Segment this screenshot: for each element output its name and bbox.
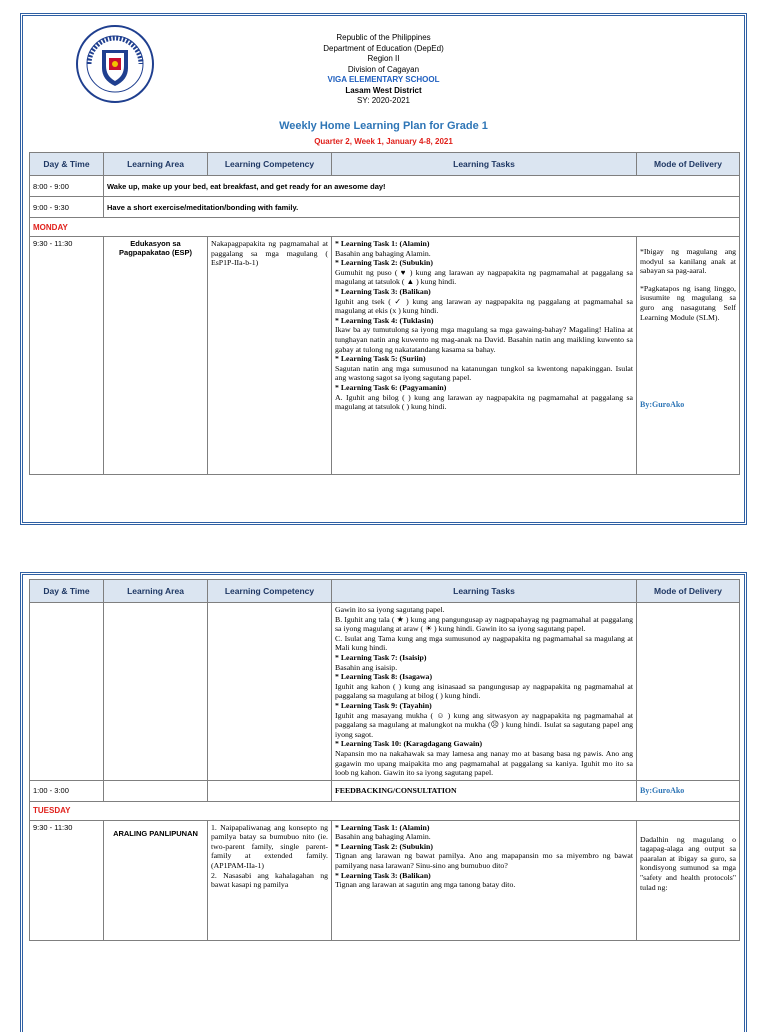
- page-1: [20, 13, 747, 525]
- region-line: Region II: [367, 54, 400, 63]
- division-line: Division of Cagayan: [347, 64, 420, 74]
- task-item: [335, 701, 633, 739]
- table-row: [30, 603, 740, 781]
- task-item: [335, 871, 633, 890]
- col-header-day-time: Day & Time: [30, 153, 104, 176]
- col-header-learning-area: Learning Area: [104, 153, 208, 176]
- task-text: Gumuhit ng puso ( ♥ ) kung ang larawan ay nagpapakita ng pagmamahal at paggalang sa magulang at tatsulok ( ▲ ) kung hindi.: [335, 267, 633, 287]
- mode-of-delivery-cell: Dadalhin ng magulang o tagapag-alaga ang output sa paaralan at ibigay sa guro, sa kondisyong sumunod sa mga "safety and health protocols" tulad ng:: [637, 820, 740, 940]
- col-header-learning-area: Learning Area: [104, 580, 208, 603]
- day-label: MONDAY: [30, 218, 740, 237]
- competency-cell: [208, 603, 332, 781]
- task-text: Basahin ang bahaging Alamin.: [335, 832, 431, 842]
- task-text: Basahin ang bahaging Alamin.: [335, 248, 431, 258]
- time-cell: 8:00 - 9:00: [30, 176, 104, 197]
- learning-tasks-cell: [332, 820, 637, 940]
- task-label: * Learning Task 2: (Subukin): [335, 841, 433, 851]
- task-text: Basahin ang isaisip.: [335, 662, 398, 672]
- task-text: Tignan ang larawan at sagutin ang mga tanong batay dito.: [335, 880, 516, 890]
- task-text: Sagutan natin ang mga sumusunod na katanungan tungkol sa kwentong napakinggan. Isulat ang wastong sagot sa iyong sagutang papel.: [335, 363, 633, 383]
- task-label: * Learning Task 8: (Isagawa): [335, 672, 433, 682]
- learning-area-cell: ARALING PANLIPUNAN: [104, 820, 208, 940]
- task-text: Tignan ang larawan ng bawat pamilya. Ano ang mapapansin mo sa miyembro ng bawat pamilyang nasa larawan? Sinu-sino ang bumubuo dito?: [335, 851, 633, 871]
- col-header-mode-of-delivery: Mode of Delivery: [637, 580, 740, 603]
- col-header-learning-competency: Learning Competency: [208, 580, 332, 603]
- task-text: B. Iguhit ang tala ( ★ ) kung ang pangungusap ay nagpapahayag ng pagmamahal at paggalang sa iyong magulang at araw ( ☀ ) kung hindi. Gawin ito sa iyong sagutang papel.: [335, 614, 633, 634]
- district-name: Lasam West District: [345, 85, 422, 95]
- task-text: Iguhit ang tsek ( ✓ ) kung ang larawan ay nagpapakita ng paggalang at pagmamahal sa magulang at ekis (x ) kung hindi.: [335, 296, 633, 316]
- time-cell: 1:00 - 3:00: [30, 780, 104, 801]
- table-header-row: [30, 153, 740, 176]
- republic-line: Republic of the Philippines: [336, 33, 431, 42]
- task-item: [335, 316, 633, 354]
- task-text: Ikaw ba ay tumutulong sa iyong mga magulang sa mga gawaing-bahay? Magaling! Halina at tunghayan natin ang kuwento ng mag-anak na David. Basahin natin ang maikling kuwento sa gabay at tulong ng nakatatandang kasama sa bahay.: [335, 325, 633, 354]
- task-item: [335, 258, 633, 287]
- task-label: * Learning Task 3: (Balikan): [335, 286, 431, 296]
- day-label: TUESDAY: [30, 801, 740, 820]
- author-byline: By:GuroAko: [637, 780, 740, 801]
- task-label: * Learning Task 9: (Tayahin): [335, 700, 432, 710]
- delivery-note: *Ibigay ng magulang ang modyul sa kanilang anak at sabayan sa pag-aaral.: [640, 247, 736, 276]
- time-cell: 9:30 - 11:30: [30, 237, 104, 475]
- task-item: [335, 842, 633, 871]
- learning-plan-table: [29, 152, 740, 475]
- task-label: * Learning Task 1: (Alamin): [335, 822, 430, 832]
- task-label: * Learning Task 10: (Karagdagang Gawain): [335, 739, 483, 749]
- table-row: [30, 237, 740, 475]
- task-label: * Learning Task 7: (Isaisip): [335, 652, 427, 662]
- table-row: [30, 176, 740, 197]
- table-row: [30, 197, 740, 218]
- task-text: Iguhit ang kahon ( ) kung ang isinasaad sa pangungusap ay nagpapakita ng pagmamahal at paggalang sa magulang at bilog ( ) kung hindi.: [335, 681, 633, 701]
- task-item: [335, 653, 633, 672]
- time-cell: 9:00 - 9:30: [30, 197, 104, 218]
- col-header-day-time: Day & Time: [30, 580, 104, 603]
- header-text-block: [23, 33, 744, 107]
- time-cell: 9:30 - 11:30: [30, 820, 104, 940]
- task-label: * Learning Task 3: (Balikan): [335, 870, 431, 880]
- col-header-learning-tasks: Learning Tasks: [332, 153, 637, 176]
- day-row: [30, 218, 740, 237]
- task-text: Iguhit ang masayang mukha ( ☺ ) kung ang sitwasyon ay nagpapakita ng pagmamahal at paggalang sa magulang at malungkot na mukha (☹ ) kung hindi. Isulat sa sagutang papel ang iyong sagot.: [335, 710, 633, 739]
- activity-cell: Have a short exercise/meditation/bonding with family.: [104, 197, 740, 218]
- learning-area-cell: [104, 603, 208, 781]
- delivery-note: *Pagkatapos ng isang linggo, isusumite ng magulang sa guro ang nasagutang Self Learning Module (SLM).: [640, 283, 736, 322]
- task-text: A. Iguhit ang bilog ( ) kung ang larawan ay nagpapakita ng pagmamahal at paggalang sa magulang at tatsulok ( ) kung hindi.: [335, 392, 633, 412]
- time-cell: [30, 603, 104, 781]
- task-item: [335, 823, 633, 842]
- document-header: [23, 16, 744, 152]
- school-name: VIGA ELEMENTARY SCHOOL: [327, 75, 440, 84]
- task-item: [335, 287, 633, 316]
- task-item: [335, 672, 633, 701]
- col-header-learning-competency: Learning Competency: [208, 153, 332, 176]
- task-label: * Learning Task 2: (Subukin): [335, 258, 433, 268]
- competency-cell: [208, 780, 332, 801]
- mode-of-delivery-cell: [637, 237, 740, 475]
- table-row: [30, 820, 740, 940]
- learning-tasks-cell: [332, 603, 637, 781]
- task-text: Gawin ito sa iyong sagutang papel.: [335, 605, 445, 614]
- task-text: C. Isulat ang Tama kung ang mga sumusunod ay nagpapakita ng pagmamahal sa magulang at Mali kung hindi.: [335, 633, 633, 653]
- competency-cell: Nakapagpapakita ng pagmamahal at paggalang sa mga magulang ( EsP1P-IIa-b-1): [208, 237, 332, 475]
- school-year: SY: 2020-2021: [357, 96, 410, 105]
- author-byline: By:GuroAko: [640, 400, 685, 410]
- table-header-row: [30, 580, 740, 603]
- table-row: [30, 780, 740, 801]
- task-label: * Learning Task 5: (Suriin): [335, 354, 426, 364]
- mode-of-delivery-cell: [637, 603, 740, 781]
- plan-title: Weekly Home Learning Plan for Grade 1: [279, 120, 488, 132]
- task-item: [335, 239, 633, 258]
- learning-tasks-cell: [332, 237, 637, 475]
- task-label: * Learning Task 6: (Pagyamanin): [335, 382, 447, 392]
- department-line: Department of Education (DepEd): [323, 43, 444, 53]
- competency-cell: 1. Naipapaliwanag ang konsepto ng pamilya batay sa bumubuo nito (ie. two-parent family, single parent-family at extended family. (AP1PAM-IIa-1) 2. Nasasabi ang kahalagahan ng bawat kasapi ng pamilya: [208, 820, 332, 940]
- task-text: Napansin mo na nakahawak sa may lamesa ang nanay mo at basang basa ng pawis. Ano ang gagawin mo upang maipakita mo ang pagmamahal at paggalang sa kaniya. Iguhit mo ito sa loob ng kahon. Gawin ito sa iyong sagutang papel.: [335, 748, 633, 778]
- learning-area-cell: Edukasyon sa Pagpapakatao (ESP): [104, 237, 208, 475]
- task-item: [335, 354, 633, 383]
- task-label: * Learning Task 1: (Alamin): [335, 239, 430, 248]
- day-row: [30, 801, 740, 820]
- learning-plan-table-continued: [29, 579, 740, 941]
- feedback-cell: FEEDBACKING/CONSULTATION: [332, 780, 637, 801]
- learning-area-cell: [104, 780, 208, 801]
- activity-cell: Wake up, make up your bed, eat breakfast, and get ready for an awesome day!: [104, 176, 740, 197]
- col-header-learning-tasks: Learning Tasks: [332, 580, 637, 603]
- col-header-mode-of-delivery: Mode of Delivery: [637, 153, 740, 176]
- page-2: [20, 572, 747, 1032]
- plan-subtitle: Quarter 2, Week 1, January 4-8, 2021: [314, 137, 453, 146]
- task-item: [335, 383, 633, 412]
- task-item: [335, 739, 633, 777]
- task-label: * Learning Task 4: (Tuklasin): [335, 315, 434, 325]
